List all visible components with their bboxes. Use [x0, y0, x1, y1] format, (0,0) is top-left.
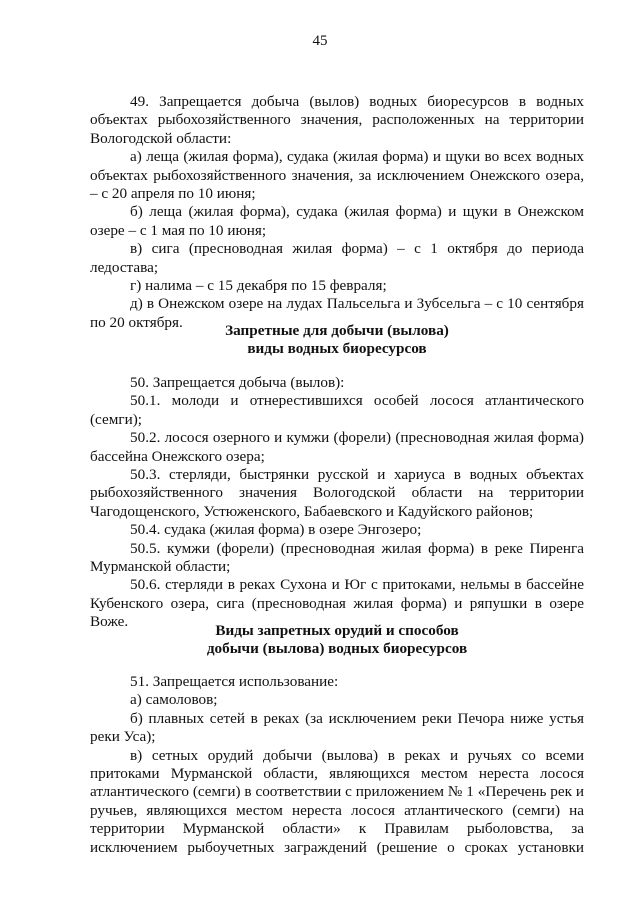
heading-line: виды водных биоресурсов	[247, 340, 427, 358]
paragraph-50-6: 50.6. стерляди в реках Сухона и Юг с притоками, нельмы в бассейне Кубенского озера, сига (пресноводная жилая форма) и ряпушки в озере Воже.	[90, 576, 584, 631]
paragraph-50-2: 50.2. лосося озерного и кумжи (форели) (пресноводная жилая форма) бассейна Онежского озера;	[90, 429, 584, 465]
paragraph-50-4: 50.4. судака (жилая форма) в озере Энгозеро;	[130, 521, 422, 539]
paragraph-50-intro: 50. Запрещается добыча (вылов):	[130, 374, 345, 391]
paragraph-51-b: б) плавных сетей в реках (за исключением реки Печора ниже устья реки Уса);	[90, 709, 584, 746]
paragraph-51-a: а) самоловов;	[130, 691, 218, 709]
page-number: 45	[312, 33, 328, 49]
paragraph-51-v: в) сетных орудий добычи (вылова) в реках и ручьях со всеми притоками Мурманской области, являющихся местом нереста лосося атлантического (семги) в соответствии с приложением № 1 «Перечень рек и ручьев, являющихся местом нереста лосося атлантического (семги) на территории Мурманской области» к Правилам рыболовства, за исключением рыбоучетных заграждений (решение о сроках установки	[90, 746, 584, 856]
heading-line: добычи (вылова) водных биоресурсов	[206, 640, 468, 658]
paragraph-51-intro: 51. Запрещается использование:	[130, 673, 339, 690]
section-49	[90, 93, 584, 332]
paragraph-49-intro: 49. Запрещается добыча (вылов) водных биоресурсов в водных объектах рыбохозяйственного значения, расположенных на территории Вологодской области:	[90, 93, 584, 147]
heading-line: Запретные для добычи (вылова)	[225, 322, 449, 339]
section-heading-prohibited-gear	[90, 622, 584, 659]
paragraph-49-g: г) налима – с 15 декабря по 15 февраля;	[130, 277, 387, 295]
paragraph-50-3: 50.3. стерляди, быстрянки русской и хариуса в водных объектах рыбохозяйственного значения Вологодской области на территории Чагодощенского, Устюженского, Бабаевского и Кадуйского районов;	[90, 466, 584, 520]
paragraph-50-1: 50.1. молоди и отнерестившихся особей лосося атлантического (семги);	[90, 392, 584, 428]
heading-line: Виды запретных орудий и способов	[215, 622, 459, 639]
section-51	[90, 673, 584, 857]
paragraph-49-d: д) в Онежском озере на лудах Пальсельга и Зубсельга – с 10 сентября по 20 октября.	[90, 295, 584, 331]
section-heading-prohibited-species	[90, 322, 584, 359]
paragraph-49-a: а) леща (жилая форма), судака (жилая форма) и щуки во всех водных объектах рыбохозяйственного значения, за исключением Онежского озера, – с 20 апреля по 10 июня;	[90, 148, 584, 203]
paragraph-50-5: 50.5. кумжи (форели) (пресноводная жилая форма) в реке Пиренга Мурманской области;	[90, 539, 584, 576]
section-50	[90, 374, 584, 632]
paragraph-49-v: в) сига (пресноводная жилая форма) – с 1 октября до периода ледостава;	[90, 240, 584, 276]
paragraph-49-b: б) леща (жилая форма), судака (жилая форма) и щуки в Онежском озере – с 1 мая по 10 июня;	[90, 203, 584, 239]
